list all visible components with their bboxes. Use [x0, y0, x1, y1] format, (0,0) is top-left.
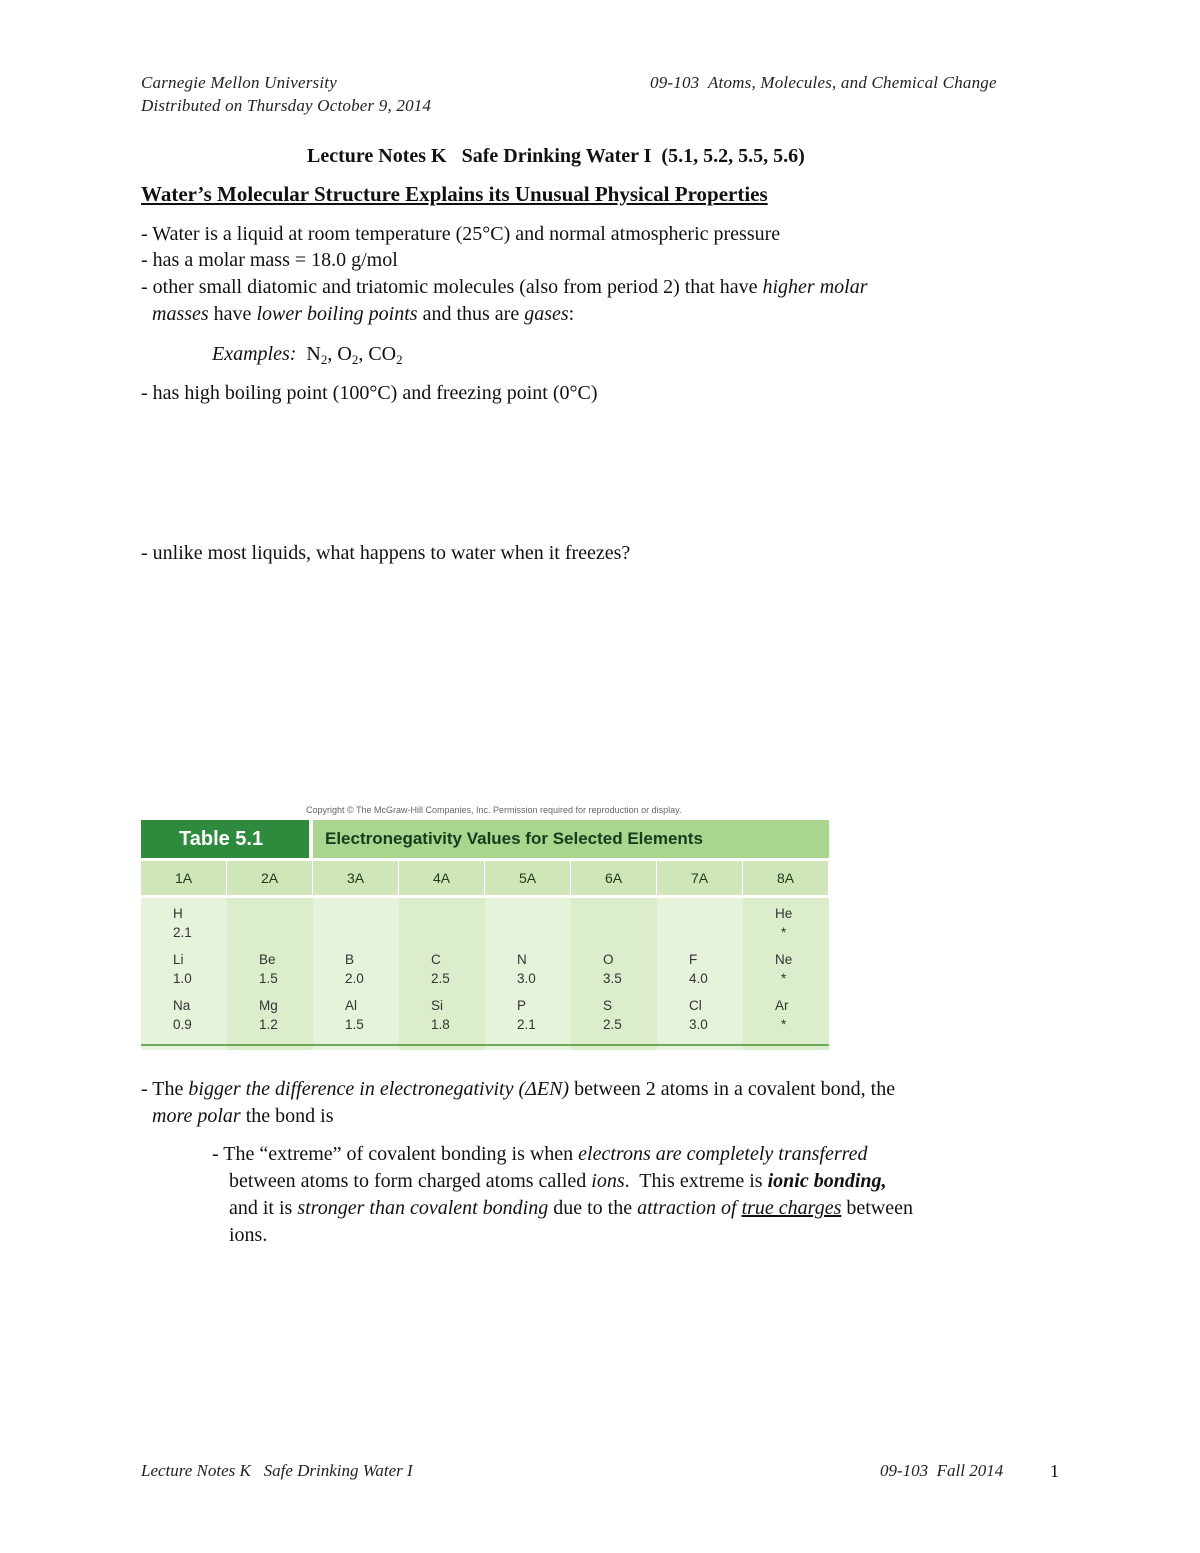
element-symbol: He — [775, 906, 793, 921]
electronegativity-value: * — [781, 971, 787, 986]
examples-line — [212, 341, 403, 368]
text-italic-lower-boiling: lower boiling points — [256, 303, 418, 325]
element-cell — [313, 950, 399, 988]
electronegativity-value: 2.1 — [173, 925, 192, 940]
examples-label: Examples: — [212, 343, 297, 365]
element-cell — [743, 904, 829, 942]
text-italic-bigger-difference: bigger the difference in electronegativity (ΔEN) — [188, 1078, 570, 1100]
element-symbol: Si — [431, 998, 444, 1013]
element-cell — [227, 996, 313, 1034]
element-symbol: F — [689, 952, 698, 967]
table-group-header: 2A — [227, 861, 313, 895]
text-italic-ions: ions — [591, 1170, 625, 1192]
element-symbol: Mg — [259, 998, 278, 1013]
element-cell — [399, 996, 485, 1034]
formula-o2 — [337, 343, 358, 365]
text-bold-ionic-bonding: ionic bonding, — [767, 1170, 887, 1192]
ionic-line4: ions. — [229, 1224, 268, 1246]
element-cell — [141, 950, 227, 988]
formula-symbol: N — [306, 343, 321, 365]
text-segment: have — [208, 303, 257, 325]
element-cell — [227, 950, 313, 988]
electronegativity-value: 1.5 — [345, 1017, 364, 1032]
text-segment: . This extreme is — [624, 1170, 768, 1192]
polarity-line2 — [152, 1103, 333, 1130]
element-symbol: B — [345, 952, 355, 967]
electronegativity-value: 1.2 — [259, 1017, 278, 1032]
bullet-boiling-freezing: - has high boiling point (100°C) and freezing point (0°C) — [141, 382, 598, 404]
element-cell — [313, 904, 399, 942]
element-symbol: Al — [345, 998, 358, 1013]
electronegativity-value: 1.0 — [173, 971, 192, 986]
element-cell — [657, 996, 743, 1034]
element-cell — [571, 950, 657, 988]
table-copyright: Copyright © The McGraw-Hill Companies, Inc. Permission required for reproduction or display. — [306, 805, 682, 815]
formula-co2 — [368, 343, 402, 365]
footer-course-term: 09-103 Fall 2014 — [880, 1461, 1004, 1480]
element-cell — [571, 904, 657, 942]
element-symbol: Li — [173, 952, 184, 967]
element-symbol: Be — [259, 952, 276, 967]
element-symbol: Ne — [775, 952, 793, 967]
element-cell — [399, 904, 485, 942]
text-italic-stronger: stronger than covalent bonding — [297, 1197, 549, 1219]
table-caption: Electronegativity Values for Selected Elements — [309, 820, 829, 858]
electronegativity-value: 4.0 — [689, 971, 708, 986]
element-symbol: P — [517, 998, 527, 1013]
element-cell — [485, 904, 571, 942]
element-cell — [657, 904, 743, 942]
table-group-header: 8A — [743, 861, 829, 895]
electronegativity-value: * — [781, 1017, 787, 1032]
separator: , — [327, 343, 338, 365]
table-bottom-rule — [141, 1044, 829, 1046]
table-header — [141, 820, 829, 858]
electronegativity-value: 0.9 — [173, 1017, 192, 1032]
section-heading: Water’s Molecular Structure Explains its Unusual Physical Properties — [141, 182, 768, 206]
element-symbol: Cl — [689, 998, 702, 1013]
bullet-other-molecules-line1 — [141, 274, 867, 301]
electronegativity-value: * — [781, 925, 787, 940]
bullet-liquid-room-temp: - Water is a liquid at room temperature (25°C) and normal atmospheric pressure — [141, 223, 781, 245]
table-group-header: 6A — [571, 861, 657, 895]
element-cell — [485, 996, 571, 1034]
text-segment: - The — [141, 1078, 189, 1100]
page-title: Lecture Notes K Safe Drinking Water I (5.1, 5.2, 5.5, 5.6) — [307, 145, 805, 167]
footer-left: Lecture Notes K Safe Drinking Water I — [141, 1461, 413, 1480]
element-symbol: C — [431, 952, 441, 967]
element-cell — [227, 904, 313, 942]
electronegativity-value: 1.5 — [259, 971, 278, 986]
element-symbol: H — [173, 906, 183, 921]
element-symbol: N — [517, 952, 527, 967]
element-symbol: S — [603, 998, 613, 1013]
table-body — [141, 898, 829, 1050]
formula-symbol: O — [337, 343, 352, 365]
table-group-header: 7A — [657, 861, 743, 895]
element-cell — [571, 996, 657, 1034]
text-segment: and it is — [229, 1197, 298, 1219]
element-cell — [399, 950, 485, 988]
header-university: Carnegie Mellon University — [141, 73, 337, 92]
electronegativity-table — [141, 820, 829, 1050]
text-segment: between — [841, 1197, 914, 1219]
element-symbol: O — [603, 952, 614, 967]
text-segment: due to the — [548, 1197, 638, 1219]
electronegativity-value: 1.8 — [431, 1017, 450, 1032]
electronegativity-value: 3.0 — [517, 971, 536, 986]
formula-subscript: 2 — [320, 352, 328, 367]
formula-n2 — [306, 343, 327, 365]
separator: , — [358, 343, 369, 365]
element-cell — [313, 996, 399, 1034]
header-course: 09-103 Atoms, Molecules, and Chemical Change — [650, 73, 997, 92]
text-italic-gases: gases — [524, 303, 569, 325]
electronegativity-value: 2.0 — [345, 971, 364, 986]
bullet-molar-mass: - has a molar mass = 18.0 g/mol — [141, 249, 398, 271]
element-symbol: Ar — [775, 998, 789, 1013]
text-underline-true-charges: true charges — [741, 1197, 842, 1219]
ionic-line3 — [229, 1195, 913, 1222]
table-label: Table 5.1 — [141, 820, 309, 858]
formula-subscript: 2 — [351, 352, 359, 367]
ionic-line2 — [229, 1168, 887, 1195]
text-italic-more-polar: more polar — [152, 1105, 241, 1127]
table-group-header: 5A — [485, 861, 571, 895]
formula-subscript: 2 — [396, 352, 403, 367]
formula-symbol: CO — [368, 343, 397, 365]
table-group-header: 4A — [399, 861, 485, 895]
ionic-line1 — [212, 1141, 868, 1168]
electronegativity-value: 3.0 — [689, 1017, 708, 1032]
header-distributed-date: Distributed on Thursday October 9, 2014 — [141, 96, 432, 115]
element-cell — [743, 996, 829, 1034]
element-cell — [743, 950, 829, 988]
table-group-header-row — [141, 861, 829, 898]
bullet-freezes-question: - unlike most liquids, what happens to water when it freezes? — [141, 542, 631, 564]
element-cell — [485, 950, 571, 988]
text-segment: between atoms to form charged atoms called — [229, 1170, 592, 1192]
text-italic-higher-molar: higher molar — [762, 276, 868, 298]
text-segment: - other small diatomic and triatomic molecules (also from period 2) that have — [141, 276, 763, 298]
element-cell — [141, 996, 227, 1034]
text-segment: between 2 atoms in a covalent bond, the — [569, 1078, 896, 1100]
table-row — [141, 996, 829, 1034]
bullet-other-molecules-line2 — [152, 301, 574, 328]
electronegativity-value: 2.5 — [431, 971, 450, 986]
text-segment: - The “extreme” of covalent bonding is when — [212, 1143, 579, 1165]
text-segment: the bond is — [240, 1105, 334, 1127]
text-italic-electrons-transferred: electrons are completely transferred — [578, 1143, 868, 1165]
element-cell — [141, 904, 227, 942]
text-italic-attraction: attraction of — [637, 1197, 742, 1219]
text-segment: : — [568, 303, 575, 325]
polarity-line1 — [141, 1076, 895, 1103]
table-row — [141, 904, 829, 942]
table-row — [141, 950, 829, 988]
element-cell — [657, 950, 743, 988]
table-group-header: 3A — [313, 861, 399, 895]
text-italic-masses: masses — [152, 303, 209, 325]
text-segment: and thus are — [417, 303, 525, 325]
element-symbol: Na — [173, 998, 191, 1013]
electronegativity-value: 3.5 — [603, 971, 622, 986]
electronegativity-value: 2.5 — [603, 1017, 622, 1032]
table-group-header: 1A — [141, 861, 227, 895]
electronegativity-value: 2.1 — [517, 1017, 536, 1032]
page-number: 1 — [1050, 1461, 1059, 1481]
